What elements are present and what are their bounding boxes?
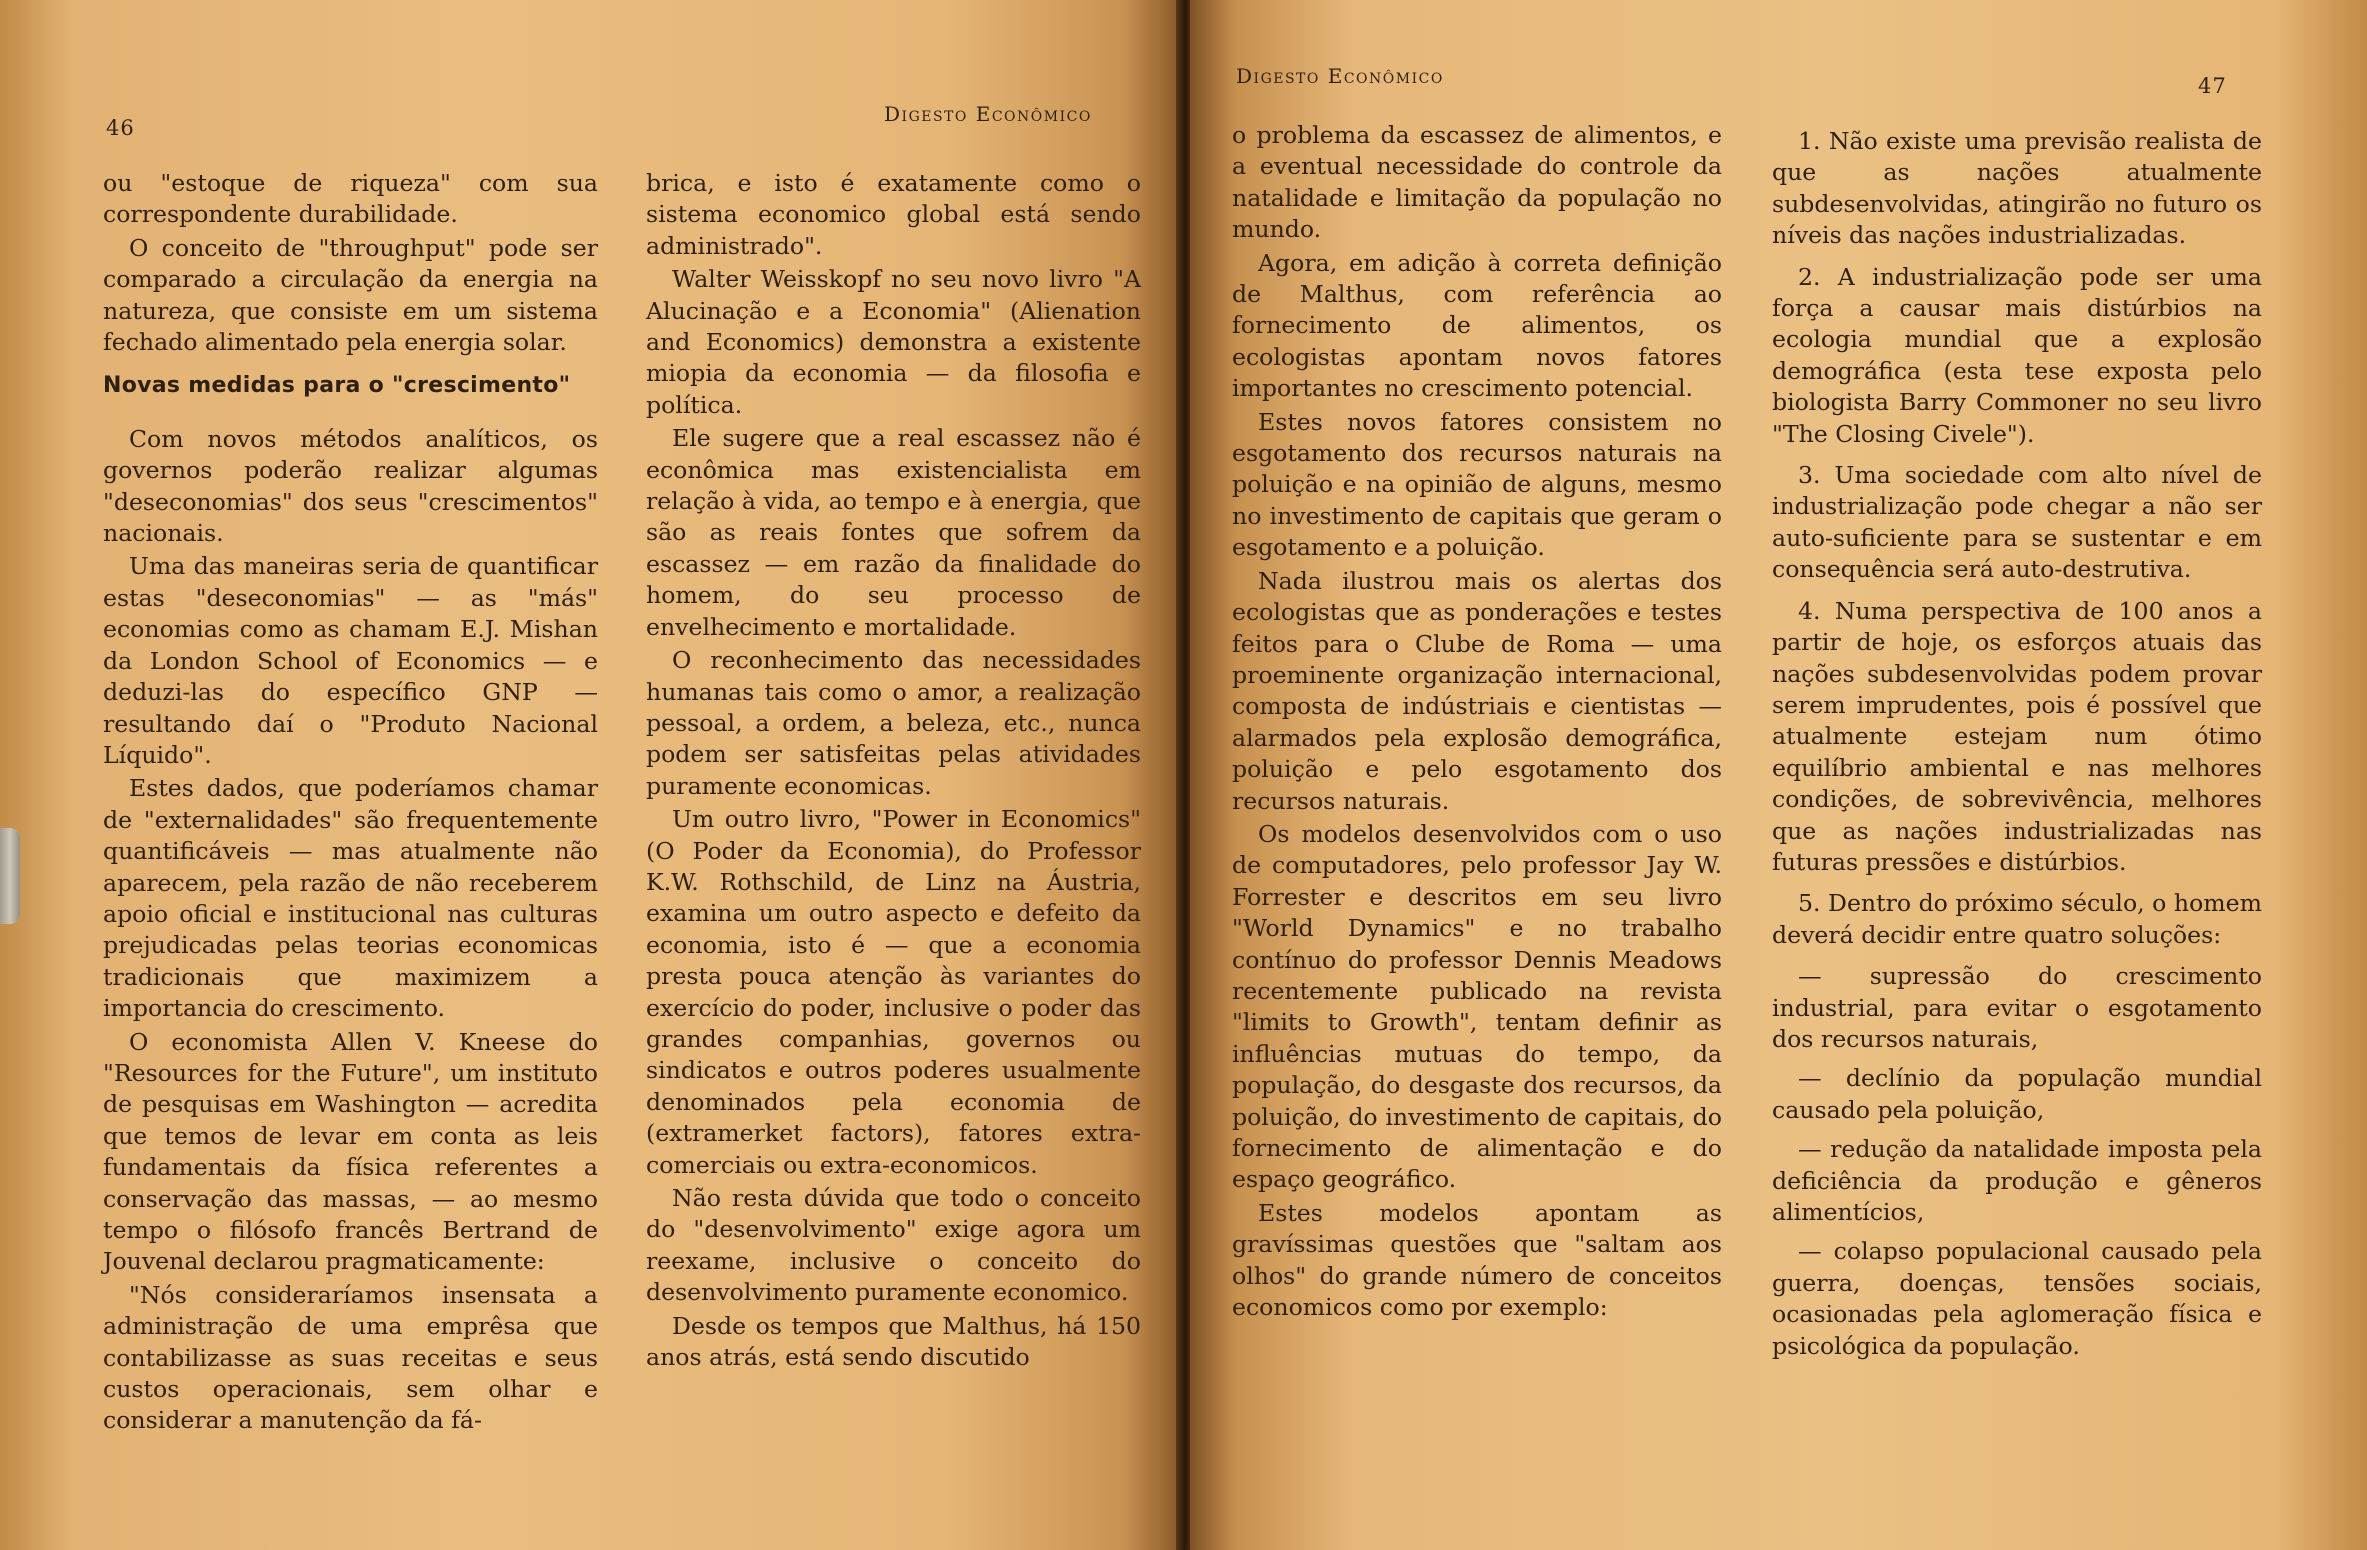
text-column <box>1232 120 1722 1325</box>
page-number: 47 <box>2198 74 2227 98</box>
text-column <box>103 168 598 1439</box>
dash-item: — redução da natalidade imposta pela deficiência da produção e gêneros alimentícios, <box>1772 1135 2262 1226</box>
paragraph: O conceito de "throughput" pode ser comparado a circulação da energia na natureza, que consiste em um sistema fechado alimentado pela energia solar. <box>103 233 598 357</box>
paragraph: o problema da escassez de alimentos, e a eventual necessidade do controle da natalidade e limitação da população no mundo. <box>1232 121 1722 244</box>
paragraph: Desde os tempos que Malthus, há 150 anos atrás, está sendo discutido <box>646 1311 1141 1372</box>
left-page <box>0 0 1180 1550</box>
page-number: 46 <box>106 116 135 140</box>
text-column <box>1772 126 2262 1370</box>
dash-item: — colapso populacional causado pela guerra, doenças, tensões sociais, ocasionadas pela aglomeração física e psicológica da população. <box>1772 1237 2262 1360</box>
dash-item: — supressão do crescimento industrial, para evitar o esgotamento dos recursos naturais, <box>1772 962 2262 1053</box>
numbered-item: 1. Não existe uma previsão realista de que as nações atualmente subdesenvolvidas, atingirão no futuro os níveis das nações industrializadas. <box>1772 127 2262 250</box>
paragraph: ou "estoque de riqueza" com sua correspondente durabilidade. <box>103 169 598 229</box>
paragraph: Os modelos desenvolvidos com o uso de computadores, pelo professor Jay W. Forrester e descritos em seu livro "World Dynamics" e no trabalho contínuo do professor Dennis Meadows recentemente publicado na revista "limits to Growth", tentam definir as influências mutuas do tempo, da população, do desgaste dos recursos, da poluição, do investimento de capitais, do fornecimento de alimentação e do espaço geográfico. <box>1232 819 1722 1194</box>
running-head: Digesto Econômico <box>884 102 1092 126</box>
paragraph: Agora, em adição à correta definição de Malthus, com referência ao fornecimento de alimentos, os ecologistas apontam novos fatores importantes no crescimento potencial. <box>1232 248 1722 403</box>
paragraph: Estes dados, que poderíamos chamar de "externalidades" são frequentemente quantificáveis — mas atualmente não aparecem, pela razão de não receberem apoio oficial e institucional nas culturas prejudicadas pelas teorias economicas tradicionais que maximizem a importancia do crescimento. <box>103 774 598 1023</box>
thumb-shadow <box>0 828 20 924</box>
paragraph: O economista Allen V. Kneese do "Resources for the Future", um instituto de pesquisas em Washington — acredita que temos de levar em conta as leis fundamentais da física referentes a conservação das massas, — ao mesmo tempo o filósofo francês Bertrand de Jouvenal declarou pragmaticamente: <box>103 1027 598 1276</box>
paragraph: "Nós consideraríamos insensata a administração de uma emprêsa que contabilizasse as suas receitas e seus custos operacionais, sem olhar e considerar a manutenção da fá- <box>103 1280 598 1435</box>
running-head: Digesto Econômico <box>1236 64 1444 88</box>
paragraph: brica, e isto é exatamente como o sistema economico global está sendo administrado". <box>646 169 1141 260</box>
numbered-item: 5. Dentro do próximo século, o homem deverá decidir entre quatro soluções: <box>1772 889 2262 949</box>
text-column <box>646 168 1141 1375</box>
paragraph: Nada ilustrou mais os alertas dos ecologistas que as ponderações e testes feitos para o Clube de Roma — uma proeminente organização internacional, composta de indústriais e cientistas — alarmados pela explosão demográfica, poluição e pelo esgotamento dos recursos naturais. <box>1232 566 1722 815</box>
paragraph: Não resta dúvida que todo o conceito do "desenvolvimento" exige agora um reexame, inclusive o conceito do desenvolvimento puramente economico. <box>646 1184 1141 1307</box>
section-heading: Novas medidas para o "crescimento" <box>103 373 571 399</box>
numbered-item: 2. A industrialização pode ser uma força a causar mais distúrbios na ecologia mundial que a explosão demográfica (esta tese exposta pelo biologista Barry Commoner no seu livro "The Closing Civele"). <box>1772 262 2262 448</box>
paragraph: Estes modelos apontam as gravíssimas questões que "saltam aos olhos" do grande número de conceitos economicos como por exemplo: <box>1232 1198 1722 1322</box>
paragraph: Um outro livro, "Power in Economics" (O Poder da Economia), do Professor K.W. Rothschild, de Linz na Áustria, examina um outro aspecto e defeito da economia, isto é — que a economia presta pouca atenção às variantes do exercício do poder, inclusive o poder das grandes companhias, governos ou sindicatos e outros poderes usualmente denominados pela economia de (extramerket factors), fatores extra-comerciais ou extra-economicos. <box>646 805 1141 1179</box>
paragraph: Walter Weisskopf no seu novo livro "A Alucinação e a Economia" (Alienation and Economics) demonstra a existente miopia da economia — da filosofia e política. <box>646 265 1141 419</box>
numbered-item: 3. Uma sociedade com alto nível de industrialização pode chegar a não ser auto-suficiente para se sustentar e em consequência será auto-destrutiva. <box>1772 461 2262 584</box>
paragraph: Uma das maneiras seria de quantificar estas "deseconomias" — as "más" economias como as chamam E.J. Mishan da London School of Economics — e deduzi-las do específico GNP — resultando daí o "Produto Nacional Líquido". <box>103 552 598 769</box>
numbered-item: 4. Numa perspectiva de 100 anos a partir de hoje, os esforços atuais das nações subdesenvolvidas podem provar serem imprudentes, pois é possível que atualmente estejam num ótimo equilíbrio ambiental e nas melhores condições, de sobrevivência, melhores que as nações industrializadas nas futuras pressões e distúrbios. <box>1772 596 2262 876</box>
paragraph: Estes novos fatores consistem no esgotamento dos recursos naturais na poluição e na opinião de alguns, mesmo no investimento de capitais que geram o esgotamento e a poluição. <box>1232 407 1722 562</box>
paragraph: Com novos métodos analíticos, os governos poderão realizar algumas "deseconomias" dos seus "crescimentos" nacionais. <box>103 424 598 548</box>
paragraph: O reconhecimento das necessidades humanas tais como o amor, a realização pessoal, a ordem, a beleza, etc., nunca podem ser satisfeitas pelas atividades puramente economicas. <box>646 646 1141 800</box>
paragraph: Ele sugere que a real escassez não é econômica mas existencialista em relação à vida, ao tempo e à energia, que são as reais fontes que sofrem da escassez — em razão da finalidade do homem, do seu processo de envelhecimento e mortalidade. <box>646 424 1141 641</box>
dash-item: — declínio da população mundial causado pela poluição, <box>1772 1064 2262 1124</box>
right-page <box>1190 0 2367 1550</box>
